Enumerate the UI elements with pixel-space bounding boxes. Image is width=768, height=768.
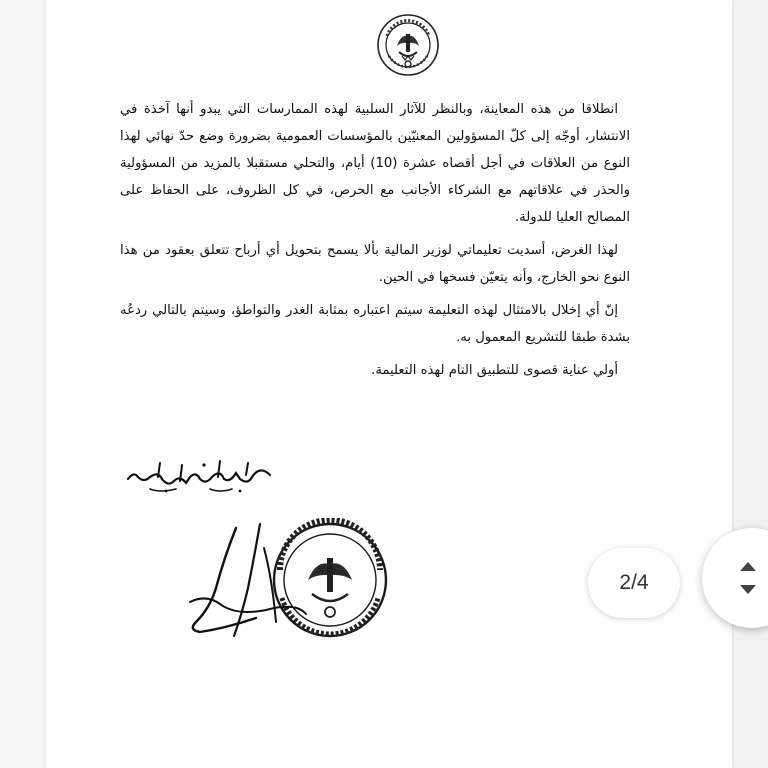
viewer-margin-right [732,0,768,768]
page-indicator: 2/4 [588,548,680,618]
paragraph-2: لهذا الغرض، أسديت تعليماتي لوزير المالية بألا يسمح بتحويل أي أرباح تتعلق بعقود من هذا النوع نحو الخارج، وأنه يتعيّن فسخها في الحين. [120,243,630,285]
official-stamp-icon [176,518,416,648]
paragraph-3: إنّ أي إخلال بالامتثال لهذه التعليمة سيتم اعتباره بمثابة الغدر والتواطؤ، وسيتم بالتالي ردعُه بشدة طبقا للتشريع المعمول به. [120,303,630,345]
paragraph-1: انطلاقا من هذه المعاينة، وبالنظر للآثار السلبية لهذه الممارسات التي يبدو أنها آخذة في الانتشار، أوجّه إلى كلّ المسؤولين المعنيّين بالمؤسسات العمومية بضرورة وضع حدّ نهائي لهذا النوع من العلاقات في أجل أقصاه عشرة (10) أيام، والتحلي مستقبلا بالمزيد من المسؤولية والحذر في علاقاتهم مع الشركاء الأجانب مع الحرص، في كل الظروف، على الحفاظ على المصالح العليا للدولة. [120,102,630,225]
paragraph-4: أولي عناية قصوى للتطبيق التام لهذه التعليمة. [371,363,618,378]
handwritten-signature-name [120,455,280,499]
state-emblem-icon [375,12,441,78]
viewer-margin-left [0,0,46,768]
letter-body [120,96,630,390]
up-down-chevron-icon [732,558,768,598]
